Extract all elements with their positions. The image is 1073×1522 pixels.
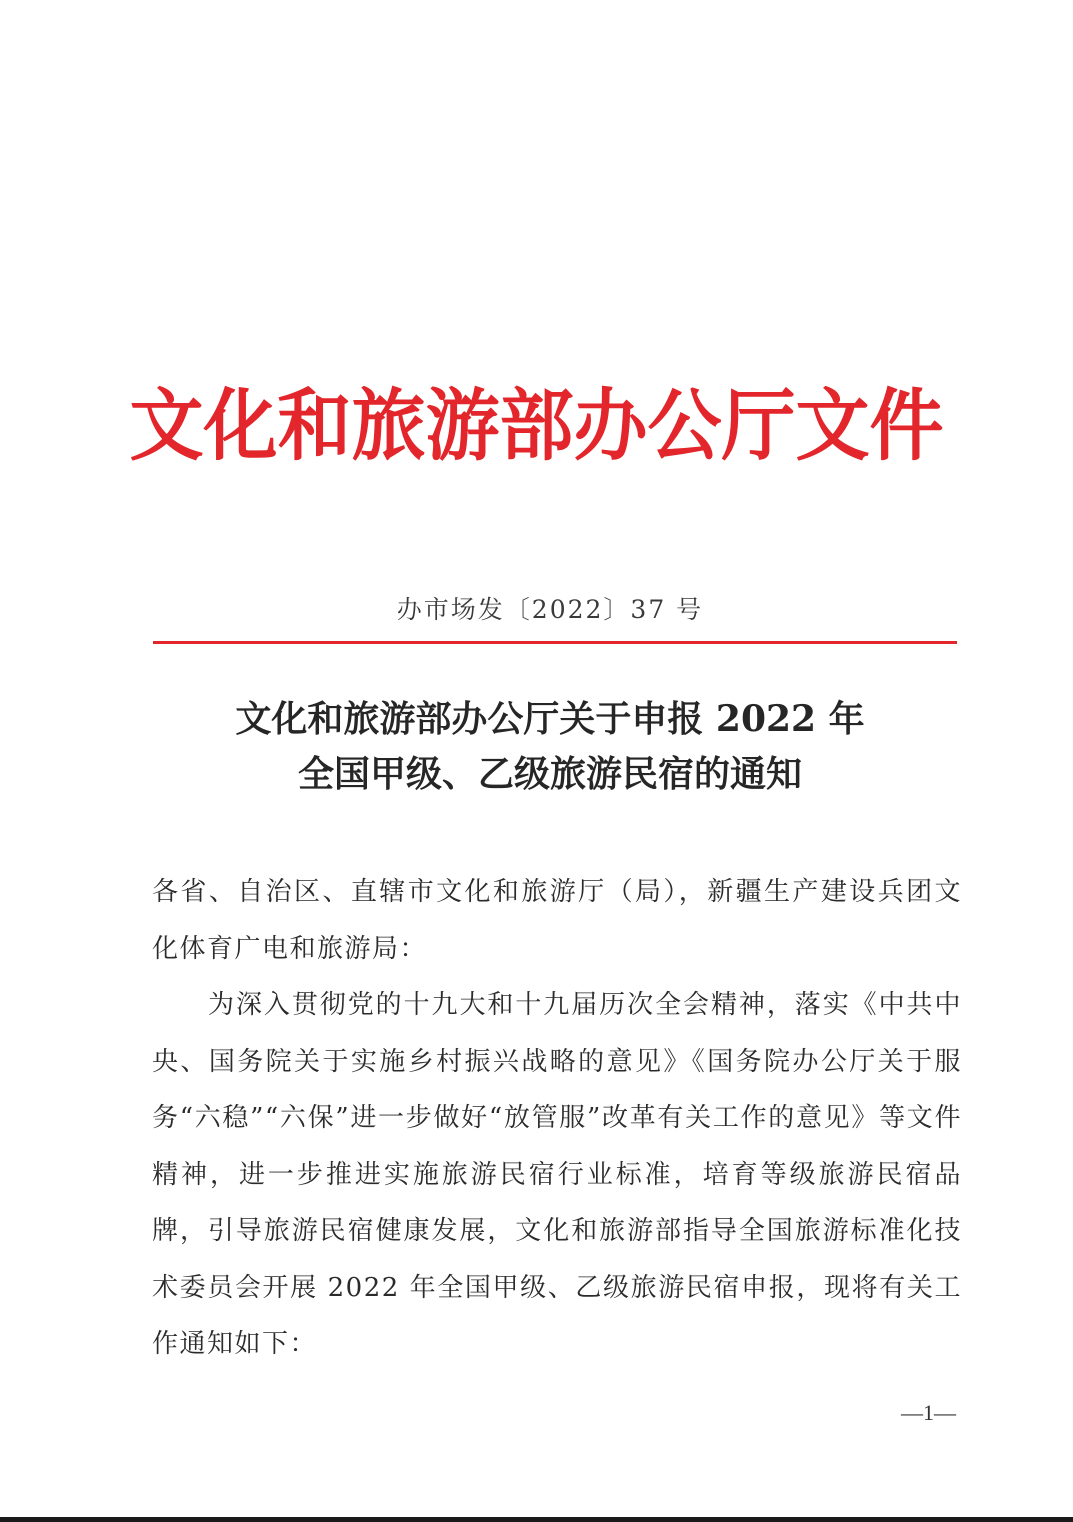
notice-title xyxy=(0,692,1073,802)
page-number: —1— xyxy=(901,1400,956,1425)
notice-title-line-2: 全国甲级、乙级旅游民宿的通知 xyxy=(297,753,802,795)
addressee: 各省、自治区、直辖市文化和旅游厅（局），新疆生产建设兵团文化体育广电和旅游局： xyxy=(152,877,962,964)
bottom-edge-bar xyxy=(0,1517,1073,1522)
document-number: 办市场发〔2022〕37 号 xyxy=(396,595,704,624)
paragraph-1: 为深入贯彻党的十九大和十九届历次全会精神，落实《中共中央、国务院关于实施乡村振兴战略的意见》《国务院办公厅关于服务“六稳”“六保”进一步做好“放管服”改革有关工作的意见》等文件精神，进一步推进实施旅游民宿行业标准，培育等级旅游民宿品牌，引导旅游民宿健康发展，文化和旅游部指导全国旅游标准化技术委员会开展 2022 年全国甲级、乙级旅游民宿申报，现将有关工作通知如下： xyxy=(152,990,962,1359)
red-divider-line xyxy=(153,641,957,644)
masthead-title: 文化和旅游部办公厅文件 xyxy=(129,380,944,472)
body-text xyxy=(152,864,962,1373)
notice-title-line-1: 文化和旅游部办公厅关于申报 2022 年 xyxy=(235,698,865,740)
